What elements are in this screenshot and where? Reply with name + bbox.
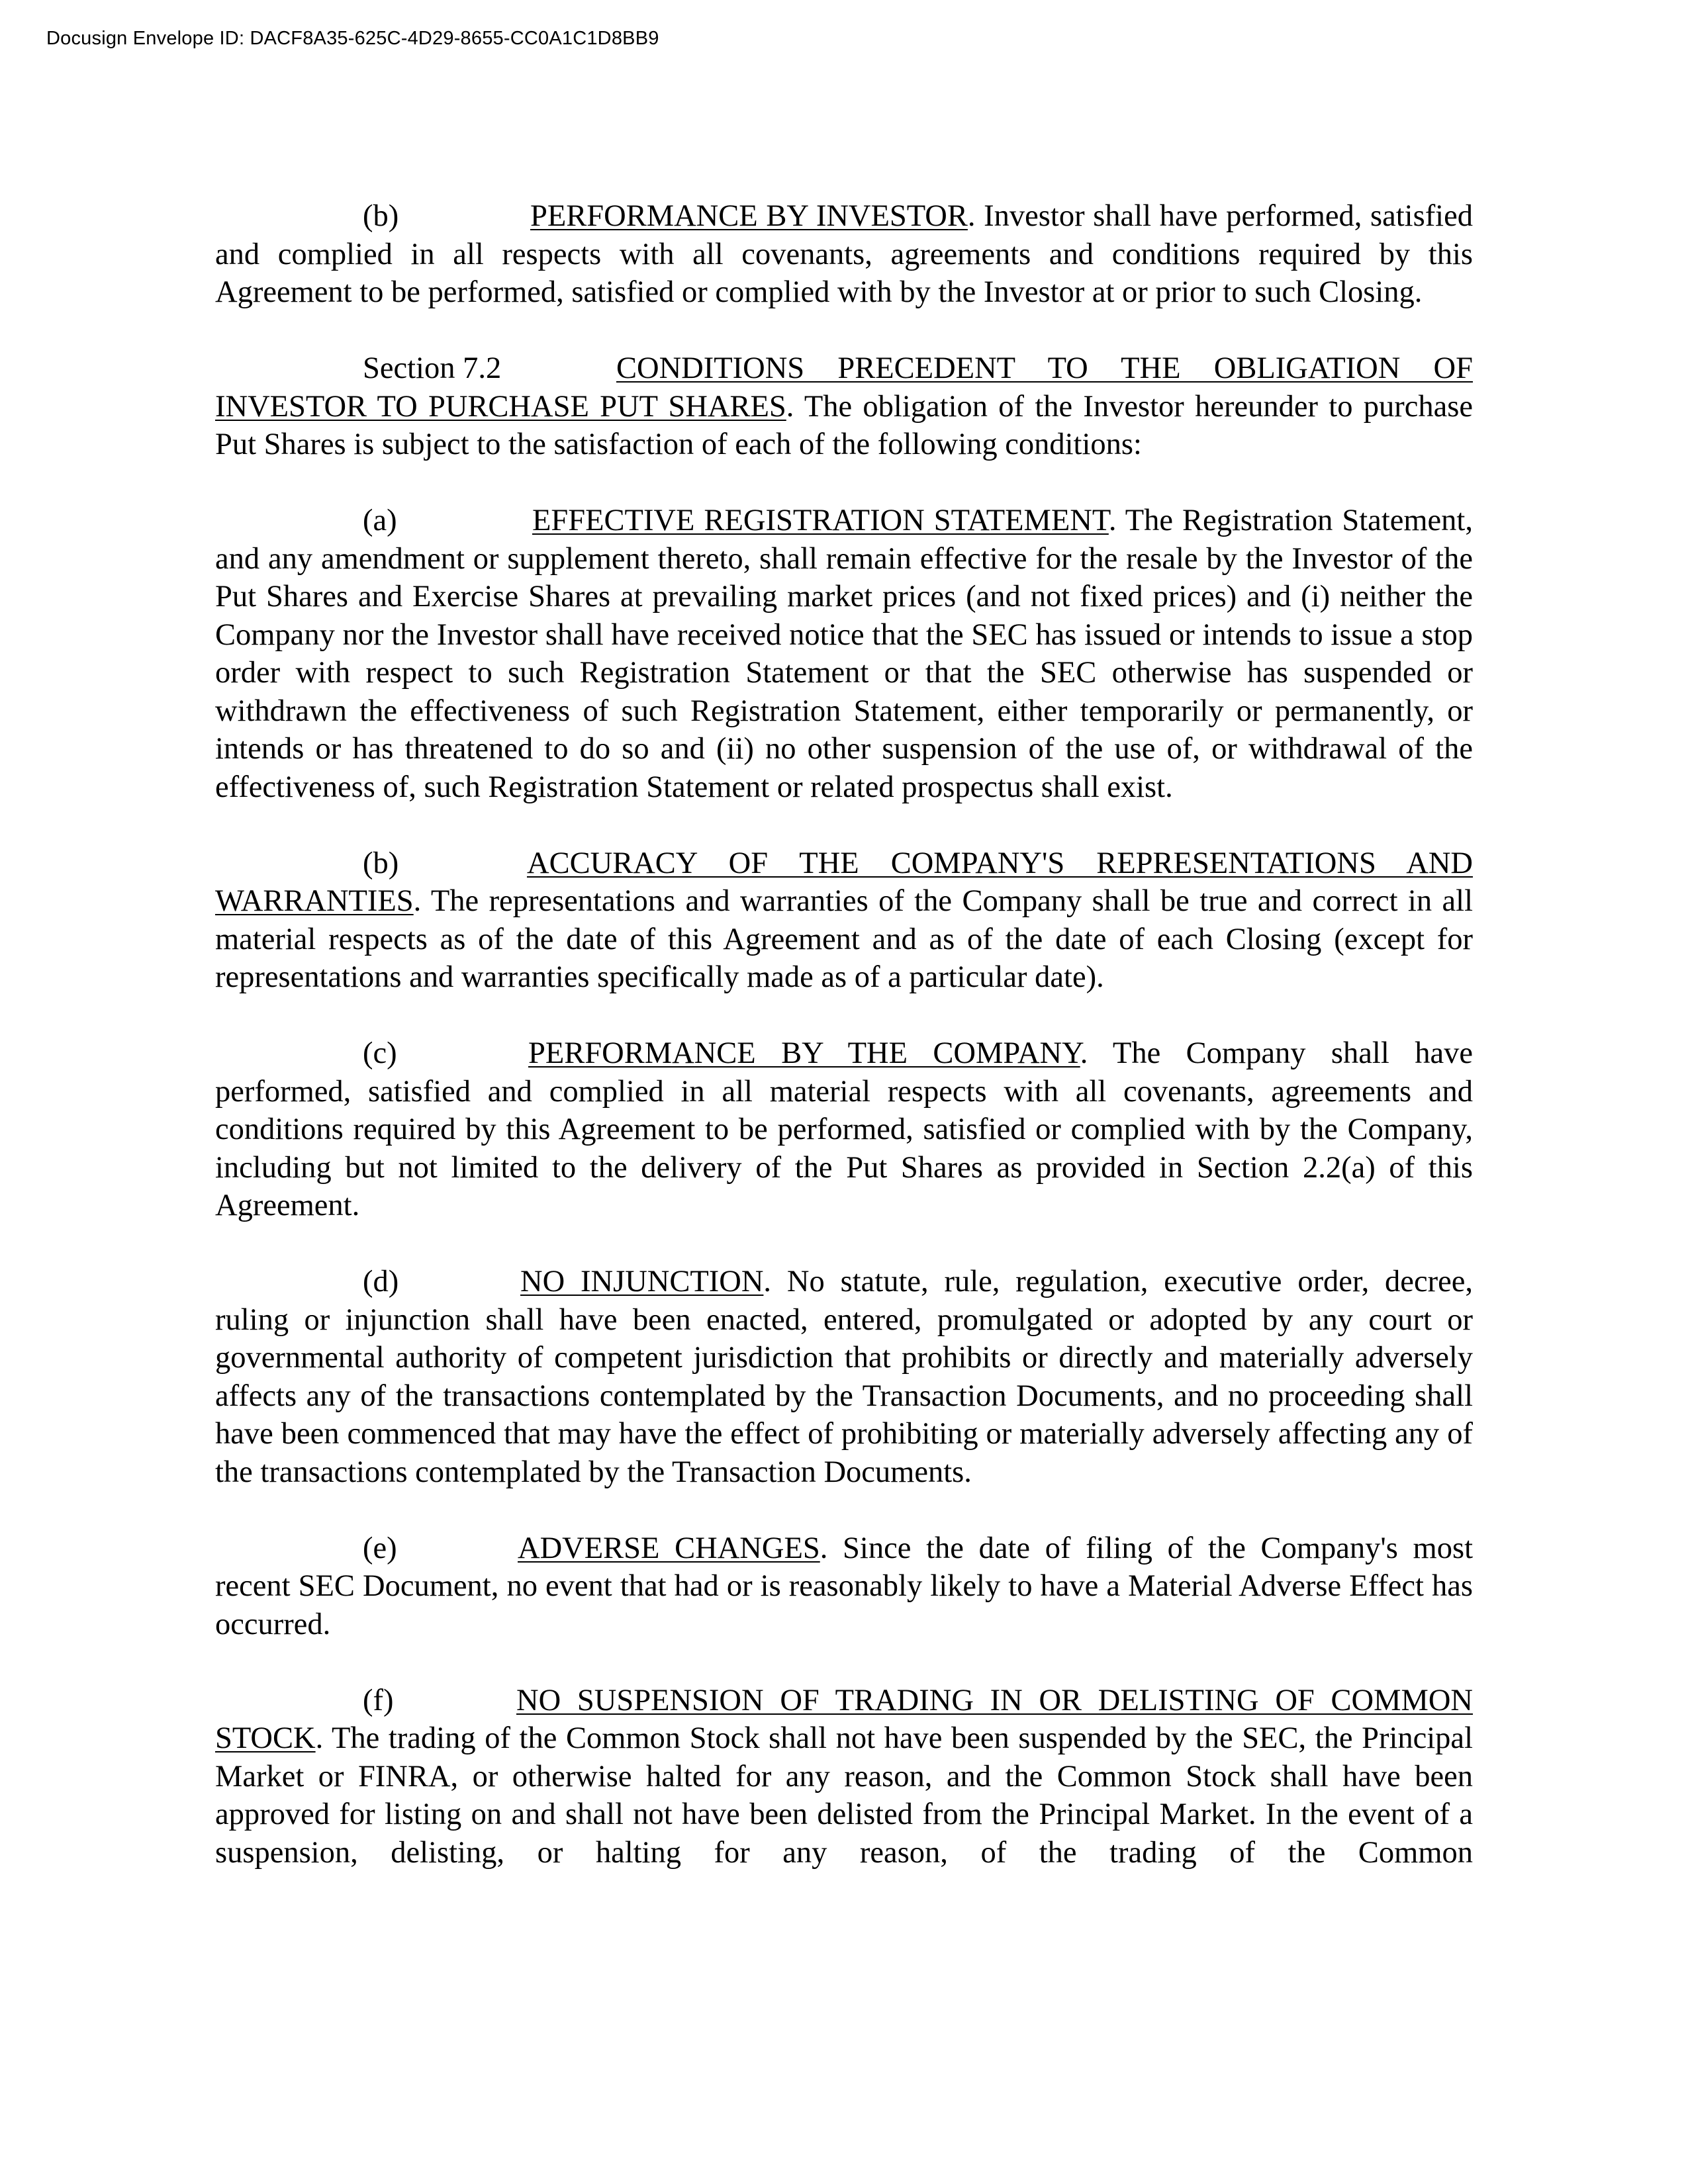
- paragraph-heading: PERFORMANCE BY INVESTOR: [530, 199, 968, 233]
- document-body: [215, 197, 1473, 1910]
- paragraph-a-effective-registration-statement: [215, 502, 1473, 806]
- paragraph-label: (b): [363, 199, 399, 233]
- paragraph-label: (f): [363, 1683, 394, 1717]
- paragraph-heading: NO INJUNCTION: [520, 1265, 764, 1298]
- paragraph-text: . No statute, rule, regulation, executive order, decree, ruling or injunction shall have been enacted, entered, promulgated or adopted by any court or governmental authority of competent jurisdiction that prohibits or directly and materially adversely affects any of the transactions contemplated by the Transaction Documents, and no proceeding shall have been commenced that may have the effect of prohibiting or materially adversely affecting any of the transactions contemplated by the Transaction Documents.: [215, 1265, 1473, 1489]
- paragraph-c-performance-by-company: [215, 1034, 1473, 1225]
- paragraph-label: (c): [363, 1036, 397, 1070]
- section-text: . The obligation of the Investor hereunder to purchase Put Shares is subject to the satisfaction of each of the following conditions:: [215, 389, 1473, 461]
- paragraph-text: . Since the date of filing of the Company's most recent SEC Document, no event that had or is reasonably likely to have a Material Adverse Effect has occurred.: [215, 1531, 1473, 1641]
- paragraph-f-no-suspension-of-trading: [215, 1682, 1473, 1872]
- paragraph-text: . The Registration Statement, and any amendment or supplement thereto, shall remain effective for the resale by the Investor of the Put Shares and Exercise Shares at prevailing market prices (and not fixed prices) and (i) neither the Company nor the Investor shall have received notice that the SEC has issued or intends to issue a stop order with respect to such Registration Statement or that the SEC otherwise has suspended or withdrawn the effectiveness of such Registration Statement, either temporarily or permanently, or intends or has threatened to do so and (ii) no other suspension of the use of, or withdrawal of the effectiveness of, such Registration Statement or related prospectus shall exist.: [215, 504, 1473, 804]
- docusign-envelope-id: Docusign Envelope ID: DACF8A35-625C-4D29-8655-CC0A1C1D8BB9: [46, 28, 659, 49]
- paragraph-e-adverse-changes: [215, 1529, 1473, 1644]
- paragraph-b-performance-by-investor: [215, 197, 1473, 312]
- paragraph-text: . The representations and warranties of the Company shall be true and correct in all material respects as of the date of this Agreement and as of the date of each Closing (except for representations and warranties specifically made as of a particular date).: [215, 884, 1473, 994]
- paragraph-b-accuracy-of-representations: [215, 844, 1473, 997]
- section-7-2-conditions-precedent: [215, 349, 1473, 464]
- paragraph-heading: ADVERSE CHANGES: [518, 1531, 820, 1565]
- paragraph-label: (d): [363, 1265, 399, 1298]
- paragraph-heading: EFFECTIVE REGISTRATION STATEMENT: [532, 504, 1109, 537]
- paragraph-label: (e): [363, 1531, 397, 1565]
- paragraph-text: . Investor shall have performed, satisfied and complied in all respects with all covenants, agreements and conditions required by this Agreement to be performed, satisfied or complied with by the Investor at or prior to such Closing.: [215, 199, 1473, 309]
- paragraph-text: . The trading of the Common Stock shall not have been suspended by the SEC, the Principal Market or FINRA, or otherwise halted for any reason, and the Common Stock shall have been approved for listing on and shall not have been delisted from the Principal Market. In the event of a suspension, delisting, or halting for any reason, of the trading of the Common: [215, 1721, 1473, 1870]
- paragraph-label: (a): [363, 504, 397, 537]
- paragraph-label: (b): [363, 846, 399, 880]
- paragraph-text: . The Company shall have performed, satisfied and complied in all material respects with all covenants, agreements and conditions required by this Agreement to be performed, satisfied or complied with by the Company, including but not limited to the delivery of the Put Shares as provided in Section 2.2(a) of this Agreement.: [215, 1036, 1473, 1222]
- section-heading: CONDITIONS PRECEDENT TO THE OBLIGATION OF INVESTOR TO PURCHASE PUT SHARES: [215, 351, 1473, 424]
- paragraph-heading: PERFORMANCE BY THE COMPANY: [528, 1036, 1080, 1070]
- section-label: Section 7.2: [363, 351, 502, 385]
- paragraph-d-no-injunction: [215, 1263, 1473, 1491]
- paragraph-heading: ACCURACY OF THE COMPANY'S REPRESENTATIONS AND WARRANTIES: [215, 846, 1473, 918]
- paragraph-heading: NO SUSPENSION OF TRADING IN OR DELISTING OF COMMON STOCK: [215, 1683, 1473, 1755]
